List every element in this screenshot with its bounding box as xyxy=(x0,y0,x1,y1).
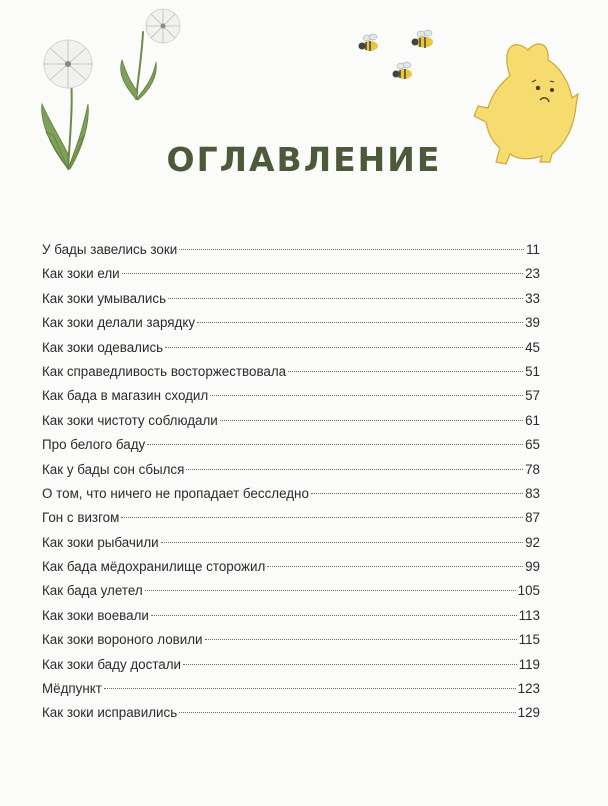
toc-entry-title: Как зоки ели xyxy=(42,266,120,282)
toc-entry-title: Мёдпункт xyxy=(42,681,102,697)
dot-leader xyxy=(122,273,523,274)
toc-entry xyxy=(42,262,540,286)
toc-entry-title: Как зоки воевали xyxy=(42,607,149,623)
toc-entry-title: Как бада мёдохранилище сторожил xyxy=(42,559,266,575)
dot-leader xyxy=(151,615,517,616)
dot-leader xyxy=(197,322,523,323)
toc-entry-page-number: 129 xyxy=(517,705,540,721)
toc-entry-page-number: 123 xyxy=(517,681,540,697)
dot-leader xyxy=(168,298,523,299)
toc-entry xyxy=(42,604,540,628)
dot-leader xyxy=(210,395,523,396)
dot-leader xyxy=(121,517,523,518)
toc-entry-title: Как справедливость восторжествовала xyxy=(42,363,287,379)
dot-leader xyxy=(161,542,523,543)
toc-entry-title: Как зоки рыбачили xyxy=(42,534,159,550)
dot-leader xyxy=(145,590,516,591)
toc-entry-title: Как зоки чистоту соблюдали xyxy=(42,412,218,428)
toc-entry-page-number: 113 xyxy=(518,607,540,623)
dot-leader xyxy=(147,444,523,445)
toc-entry-page-number: 65 xyxy=(525,437,540,453)
dot-leader xyxy=(104,688,516,689)
toc-entry xyxy=(42,336,540,360)
toc-entry-page-number: 115 xyxy=(518,632,540,648)
toc-entry-title: Гон с визгом xyxy=(42,510,120,526)
dot-leader xyxy=(186,469,523,470)
toc-entry xyxy=(42,701,540,725)
toc-entry xyxy=(42,482,540,506)
dot-leader xyxy=(179,249,524,250)
toc-entry-page-number: 11 xyxy=(526,242,540,257)
dot-leader xyxy=(311,493,523,494)
dot-leader xyxy=(267,566,523,567)
toc-entry-page-number: 119 xyxy=(518,656,540,672)
toc-entry xyxy=(42,384,540,408)
toc-entry-page-number: 33 xyxy=(525,290,540,306)
toc-entry-page-number: 51 xyxy=(525,363,540,379)
toc-entry-title: У бады завелись зоки xyxy=(42,242,178,257)
toc-entry-title: Как зоки вороного ловили xyxy=(42,632,203,648)
toc-entry-page-number: 57 xyxy=(525,388,540,404)
dot-leader xyxy=(288,371,523,372)
bee-icon xyxy=(352,28,447,90)
page-title: ОГЛАВЛЕНИЕ xyxy=(166,140,442,179)
toc-entry-title: Как зоки одевались xyxy=(42,339,164,355)
toc-entry-page-number: 99 xyxy=(525,559,540,575)
toc-entry xyxy=(42,628,540,652)
toc-entry-page-number: 105 xyxy=(517,583,540,599)
toc-entry-title: Как бада улетел xyxy=(42,583,143,599)
toc-entry xyxy=(42,677,540,701)
toc-entry xyxy=(42,311,540,335)
toc-entry-page-number: 87 xyxy=(525,510,540,526)
dot-leader xyxy=(220,420,523,421)
table-of-contents xyxy=(42,238,540,726)
dot-leader xyxy=(179,712,515,713)
dot-leader xyxy=(165,347,523,348)
toc-entry-title: Как зоки умывались xyxy=(42,290,167,306)
toc-entry xyxy=(42,458,540,482)
toc-entry xyxy=(42,579,540,603)
toc-entry xyxy=(42,238,540,262)
toc-entry-title: Про белого баду xyxy=(42,437,146,453)
toc-entry-title: Как зоки исправились xyxy=(42,705,178,721)
dot-leader xyxy=(205,639,517,640)
toc-entry xyxy=(42,506,540,530)
toc-entry xyxy=(42,531,540,555)
toc-entry-page-number: 78 xyxy=(525,461,540,477)
dot-leader xyxy=(183,664,517,665)
toc-entry-title: Как зоки делали зарядку xyxy=(42,315,196,331)
toc-entry-page-number: 61 xyxy=(525,412,540,428)
toc-entry-page-number: 92 xyxy=(525,534,540,550)
toc-entry xyxy=(42,287,540,311)
toc-entry xyxy=(42,433,540,457)
toc-entry-page-number: 45 xyxy=(525,339,540,355)
toc-entry xyxy=(42,409,540,433)
toc-entry-title: Как зоки баду достали xyxy=(42,656,182,672)
toc-entry-page-number: 23 xyxy=(525,266,540,282)
toc-entry-title: Как бада в магазин сходил xyxy=(42,388,209,404)
toc-entry xyxy=(42,653,540,677)
toc-entry xyxy=(42,555,540,579)
toc-entry-title: О том, что ничего не пропадает бесследно xyxy=(42,485,309,501)
toc-entry-page-number: 83 xyxy=(525,485,540,501)
toc-entry-page-number: 39 xyxy=(525,315,540,331)
toc-entry-title: Как у бады сон сбылся xyxy=(42,461,185,477)
toc-entry xyxy=(42,360,540,384)
